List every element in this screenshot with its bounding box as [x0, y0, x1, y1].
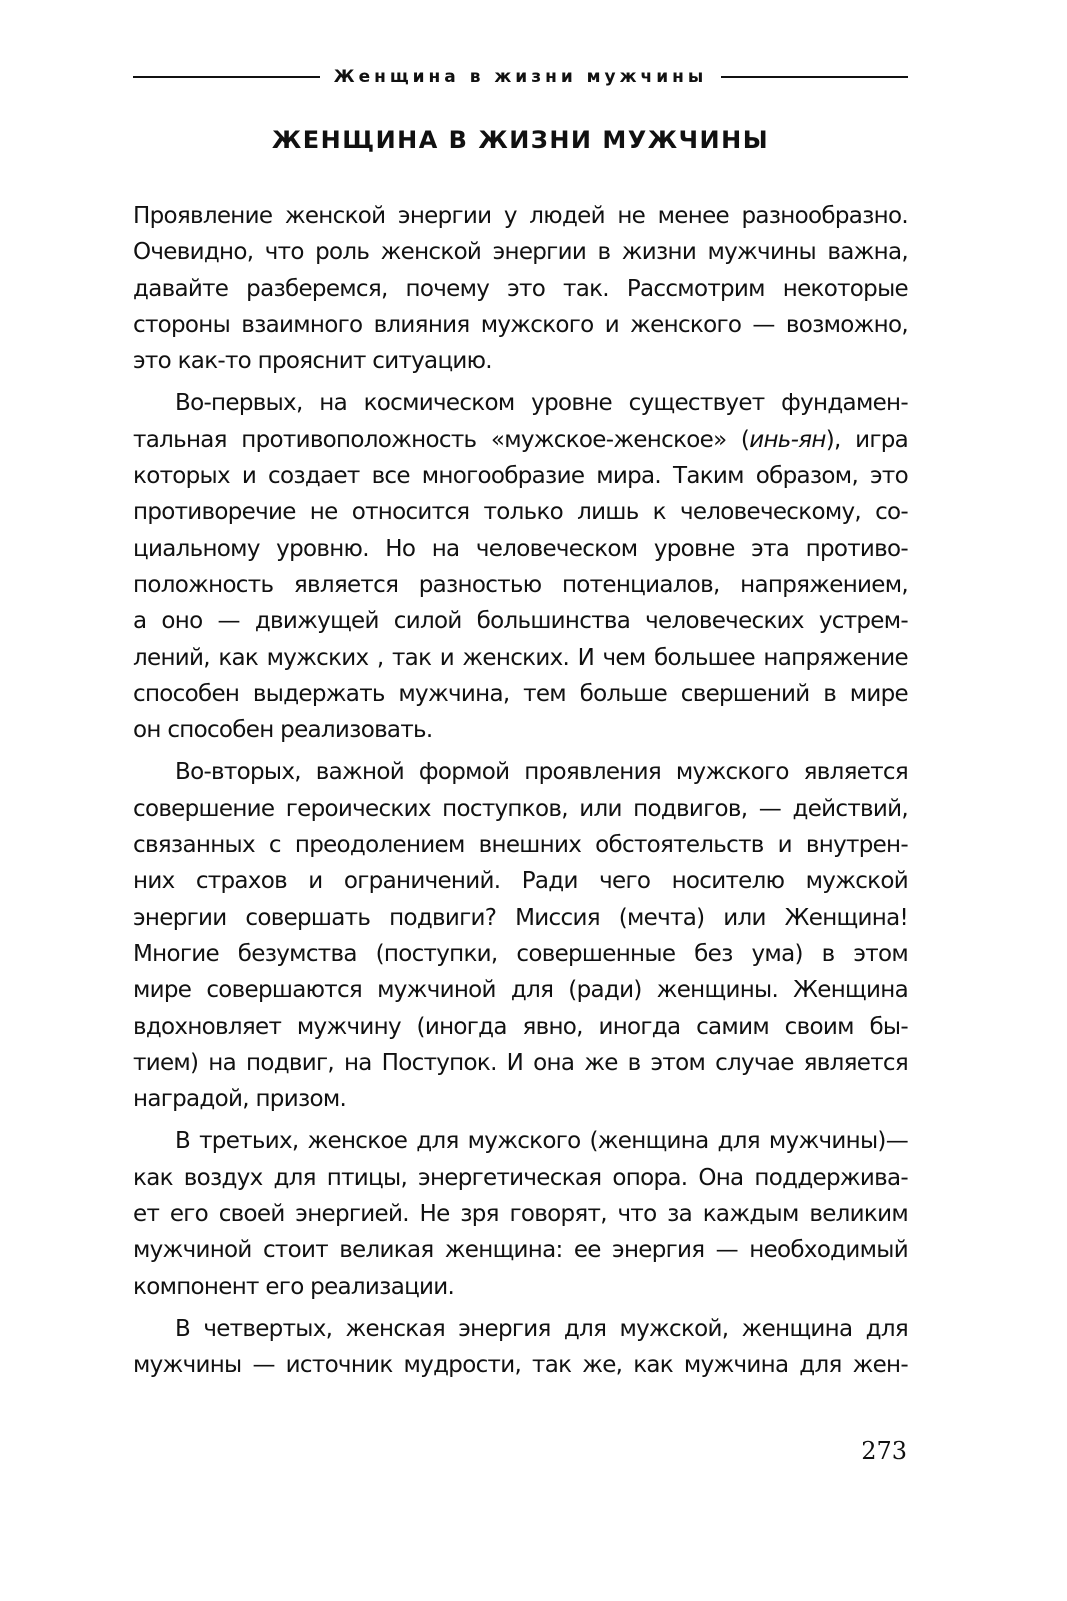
text-line: совершение героических поступков, или подвигов, — действий, [133, 795, 908, 822]
body-text [133, 198, 908, 1384]
running-header [133, 62, 908, 92]
text-line: энергии совершать подвиги? Миссия (мечта) или Женщина! [133, 904, 908, 931]
text-line: как воздух для птицы, энергетическая опора. Она поддержива- [133, 1164, 908, 1191]
text-line: Во-вторых, важной формой проявления мужского является [175, 759, 908, 786]
text-line: Многие безумства (поступки, совершенные без ума) в этом [133, 940, 908, 967]
paragraph-1 [133, 198, 908, 379]
text-line: Во-первых, на космическом уровне существует фундамен- [175, 390, 908, 417]
text-line: а оно — движущей силой большинства человеческих устрем- [133, 608, 908, 635]
paragraph-5 [133, 1311, 908, 1384]
text-line: вдохновляет мужчину (иногда явно, иногда самим своим бы- [133, 1013, 908, 1040]
text-line: стороны взаимного влияния мужского и женского — возможно, [133, 311, 908, 338]
text-line: мужчиной стоит великая женщина: ее энергия — необходимый [133, 1237, 908, 1264]
paragraph-2 [133, 385, 908, 748]
text-line: способен выдержать мужчина, тем больше свершений в мире [133, 680, 908, 707]
text-span: тальная противоположность «мужское-женское» ( [133, 426, 750, 453]
text-line: компонент его реализации. [133, 1273, 455, 1300]
text-line: положность является разностью потенциалов, напряжением, [133, 571, 908, 598]
text-line: которых и создает все многообразие мира. Таким образом, это [133, 463, 908, 490]
header-rule-left [133, 76, 320, 78]
text-line [133, 422, 908, 458]
text-line: мире совершаются мужчиной для (ради) женщины. Женщина [133, 977, 908, 1004]
text-line: Проявление женской энергии у людей не менее разнообразно. [133, 203, 908, 229]
text-line: связанных с преодолением внешних обстоятельств и внутрен- [133, 832, 908, 859]
text-line: он способен реализовать. [133, 717, 433, 744]
text-line: мужчины — источник мудрости, так же, как мужчина для жен- [133, 1352, 908, 1379]
text-line: наградой, призом. [133, 1086, 347, 1113]
text-line: лений, как мужских , так и женских. И чем большее напряжение [133, 644, 908, 671]
text-line: тием) на подвиг, на Поступок. И она же в этом случае является [133, 1049, 908, 1076]
text-line: них страхов и ограничений. Ради чего носителю мужской [133, 868, 908, 895]
chapter-title: ЖЕНЩИНА В ЖИЗНИ МУЖЧИНЫ [271, 126, 770, 154]
text-line: это как-то прояснит ситуацию. [133, 348, 492, 375]
page-number: 273 [861, 1437, 907, 1465]
text-line: давайте разберемся, почему это так. Рассмотрим некоторые [133, 275, 908, 302]
text-line: циальному уровню. Но на человеческом уровне эта противо- [133, 535, 908, 562]
text-line: В четвертых, женская энергия для мужской, женщина для [175, 1315, 908, 1342]
text-span: ), игра [825, 426, 908, 453]
text-line: В третьих, женское для мужского (женщина для мужчины)— [175, 1128, 908, 1155]
running-header-text: Женщина в жизни мужчины [333, 67, 708, 87]
paragraph-3 [133, 754, 908, 1117]
header-rule-right [721, 76, 908, 78]
italic-term: инь-ян [749, 426, 826, 453]
paragraph-4 [133, 1123, 908, 1304]
text-line: противоречие не относится только лишь к человеческому, со- [133, 499, 908, 526]
text-line: ет его своей энергией. Не зря говорят, что за каждым великим [133, 1201, 908, 1228]
text-line: Очевидно, что роль женской энергии в жизни мужчины важна, [133, 239, 908, 266]
